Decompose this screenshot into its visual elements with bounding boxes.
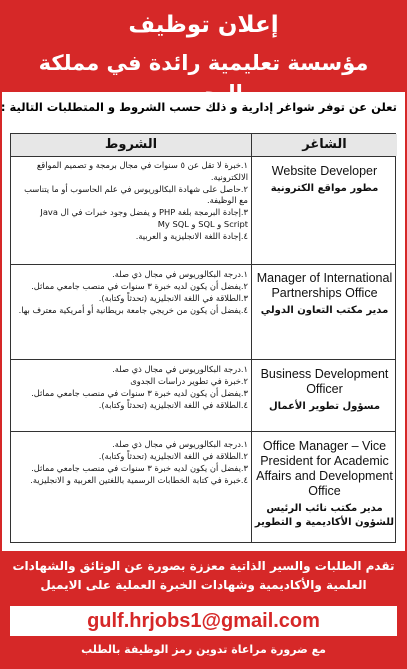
ad-title: إعلان توظيف: [128, 12, 279, 38]
requirement-item: ٤.يفضل أن يكون من خريجي جامعة بريطانية أو أمريكية معترف بها.: [18, 305, 248, 315]
requirement-item: ٢.الطلاقة في اللغة الانجليزية (تحدثاً وكتابة).: [98, 451, 248, 461]
requirements-cell: [14, 364, 248, 412]
requirement-item: ١.خبرة لا تقل عن ٥ سنوات في مجال برمجة و تصميم المواقع الالكترونية.: [36, 160, 248, 182]
job-cell-international-partnerships: [252, 271, 397, 318]
vacancies-table: [10, 133, 396, 543]
requirement-item: ١.درجة البكالوريوس في مجال ذي صلة.: [112, 364, 248, 374]
requirement-item: ١.درجة البكالوريوس في مجال ذي صلة.: [112, 269, 248, 279]
job-cell-website-developer: [252, 164, 397, 196]
requirement-item: ٢.يفضل أن يكون لديه خبرة ٣ سنوات في منصب جامعي مماثل.: [31, 281, 248, 291]
header-banner: [2, 2, 405, 105]
requirement-item: ٣.إجادة البرمجة بلغة PHP و يفضل وجود خبرات في ال Java Script و SQL و My SQL: [40, 207, 248, 229]
footer-banner: [2, 551, 405, 667]
job-title-ar: مسؤول تطوير الأعمال: [268, 401, 381, 412]
row-divider: [11, 156, 395, 157]
column-header-job: الشاغر: [252, 134, 397, 156]
requirement-item: ٣.الطلاقة في اللغة الانجليزية (تحدثاً وكتابة).: [98, 293, 248, 303]
requirements-cell: [14, 439, 248, 487]
requirement-item: ٤.الطلاقة في اللغة الانجليزية (تحدثاً وكتابة).: [98, 400, 248, 410]
requirement-item: ٢.خبرة في تطوير دراسات الجدوى: [130, 376, 248, 386]
job-title-ar: مطور مواقع الكترونية: [270, 183, 379, 194]
job-cell-business-development: [252, 367, 397, 414]
job-cell-office-manager: [252, 439, 397, 530]
job-title-ar: مدير مكتب نائب الرئيس للشؤون الأكاديمية و التطوير: [254, 503, 395, 528]
requirement-item: ٣.يفضل أن يكون لديه خبرة ٣ سنوات في منصب جامعي مماثل.: [31, 388, 248, 398]
requirement-item: ٣.يفضل أن يكون لديه خبرة ٣ سنوات في منصب جامعي مماثل.: [31, 463, 248, 473]
requirements-cell: [14, 160, 248, 243]
job-title-ar: مدير مكتب التعاون الدولي: [260, 305, 389, 316]
requirement-item: ٢.حاصل على شهادة البكالوريوس في علم الحاسوب أو ما يتناسب مع الوظيفة.: [24, 183, 248, 205]
job-title-en: Website Developer: [271, 164, 378, 178]
job-code-note: مع ضرورة مراعاة تدوين رمز الوظيفة بالطلب: [81, 643, 326, 656]
requirement-item: ١.درجة البكالوريوس في مجال ذي صلة.: [112, 439, 248, 449]
job-title-en: Office Manager – Vice President for Academic Affairs and Development Office: [256, 439, 393, 498]
intro-text: تعلن عن توفر شواغر إدارية و ذلك حسب الشروط و المتطلبات التالية :: [0, 100, 397, 114]
requirements-cell: [14, 269, 248, 317]
apply-instructions: تقدم الطلبات والسير الذاتية معززة بصورة عن الوثائق والشهادات العلمية والأكاديمية وشهادات الخبرة العملية على الايميل: [12, 559, 395, 592]
job-title-en: Manager of International Partnerships Office: [256, 271, 393, 300]
row-divider: [11, 359, 395, 360]
row-divider: [11, 264, 395, 265]
contact-email-link[interactable]: gulf.hrjobs1@gmail.com: [10, 606, 397, 636]
column-header-requirements: الشروط: [11, 134, 251, 156]
job-title-en: Business Development Officer: [260, 367, 389, 396]
requirement-item: ٤.خبرة في كتابة الخطابات الرسمية باللغتين العربية و الانجليزية.: [30, 475, 248, 485]
requirement-item: ٤.إجادة اللغة الانجليزية و العربية.: [135, 230, 248, 241]
row-divider: [11, 431, 395, 432]
ad-subtitle: مؤسسة تعليمية رائدة في مملكة البحرين: [38, 51, 369, 105]
